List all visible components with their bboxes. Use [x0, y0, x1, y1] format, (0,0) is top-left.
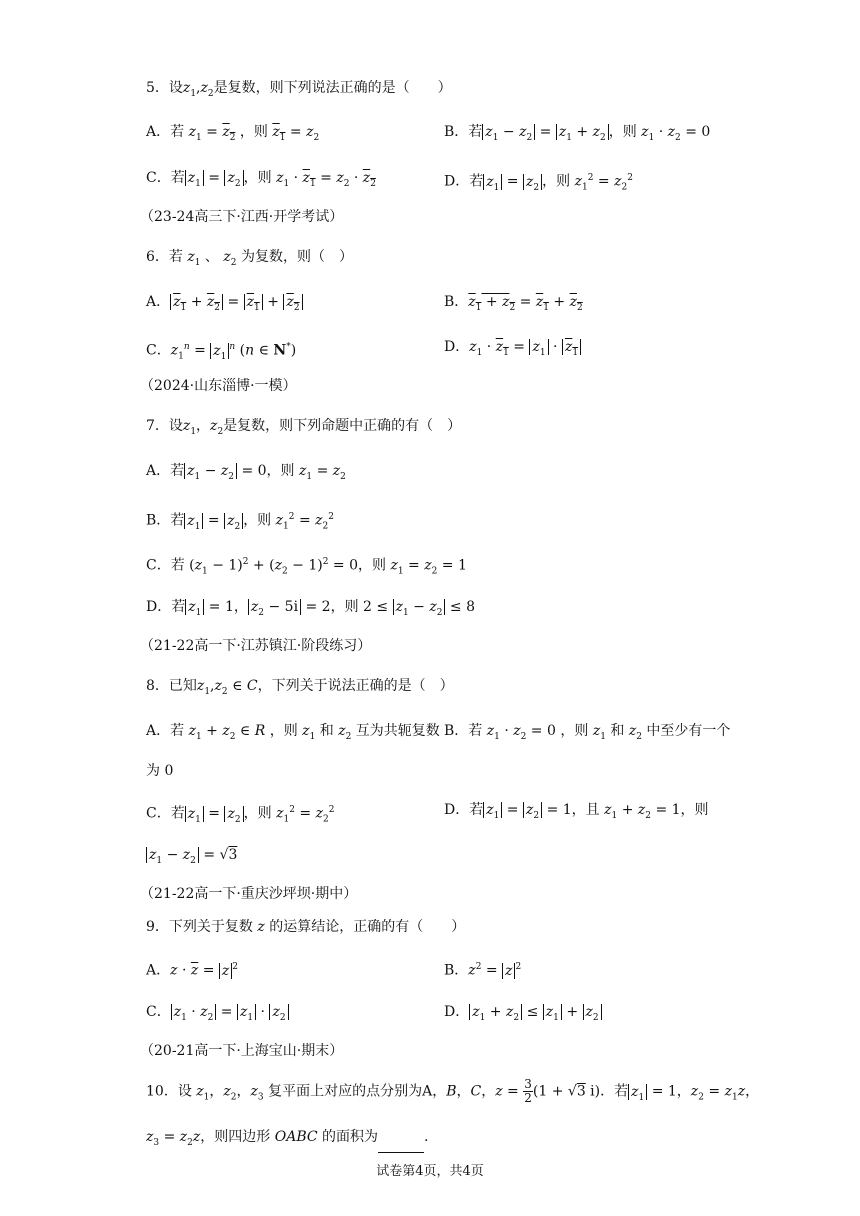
question-9-source: （21-22高一下·重庆沙坪坝·期中）: [140, 886, 358, 902]
question-9-option-b: B．$z^2 = z$ $^2$: [444, 962, 522, 979]
question-9-option-d: D． $z_1 + z_2 \le z_1 + z_2$: [444, 1002, 602, 1028]
question-8-stem: 8．已知$z_1,z_2$ ∈ C，下列关于说法正确的是（ ）: [146, 678, 454, 697]
question-5-option-a: A．若 $z_1 = z_2$ ，则 $z_1 = z_2$: [146, 124, 320, 143]
page-footer: 试卷第4页，共4页: [376, 1164, 484, 1179]
question-9-option-c: C． $z_1 \cdot z_2 = z_1 \cdot z_2$: [146, 1002, 289, 1028]
question-6-source: （23-24高三下·江西·开学考试）: [140, 209, 344, 225]
question-6-stem: 6．若 $z_1$ 、 $z_2$ 为复数，则（ ）: [146, 249, 353, 268]
question-8-option-d-cont: $z_1 - z_2 = √3$: [146, 845, 237, 871]
question-8-option-c: C．若 $z_1 = z_2$ ，则 $z_1^2 = z_2^2$: [146, 805, 335, 825]
question-10-stem-line2: $z_3 = z_2z$，则四边形 OABC 的面积为 .: [146, 1127, 429, 1153]
question-8-option-d: D．若 $z_1 = z_2 = 1$，且 $z_1 + z_2 = 1$，则: [444, 802, 709, 821]
question-5-option-d: D．若 $z_1 = z_2$ ，则 $z_1^2 = z_2^2$: [444, 173, 633, 193]
question-8-source: （21-22高一下·江苏镇江·阶段练习）: [140, 638, 372, 654]
question-6-option-c: C．$z_1^n = z_1^n$ (n ∈ N*): [146, 342, 297, 362]
question-6-option-b: B．$z_1 + z_2 = z_1 + z_2$: [444, 294, 583, 313]
question-5-option-c: C．若 $z_1 = z_2$ ，则 $z_1 \cdot z_1 = z_2 \cdot z_2$: [146, 170, 376, 189]
question-8-option-b-cont: 为 0: [146, 763, 174, 779]
question-7-option-a: A．若 $z_1 - z_2 = 0$，则 $z_1 = z_2$: [146, 463, 346, 482]
question-5-stem: 5．设$z_1,z_2$是复数，则下列说法正确的是（ ）: [146, 80, 452, 99]
question-6-option-d: D．$z_1 \cdot z_1 = z_1 \cdot z_1$: [444, 337, 581, 363]
question-7-source: （2024·山东淄博·一模）: [140, 378, 297, 394]
question-9-stem: 9．下列关于复数 z 的运算结论，正确的有（ ）: [146, 919, 466, 935]
question-10-source: （20-21高一下·上海宝山·期末）: [140, 1043, 344, 1059]
question-10-stem-line1: 10．设 $z_1$，$z_2$，$z_3$ 复平面上对应的点分别为A，B，C，z = $\frac{3}{2}$ (1 + √3 i)．若 $z_1 = 1$，$z_2 = z_1z$，: [146, 1077, 760, 1105]
question-8-option-a: A．若 $z_1 + z_2$ ∈ R ，则 $z_1$ 和 $z_2$ 互为共轭复数: [146, 723, 440, 742]
question-7-option-d: D．若 $z_1 = 1$， $z_2 - 5i = 2$，则 $2 \le z_1 - z_2 \le 8$: [146, 599, 476, 618]
question-7-option-b: B．若 $z_1 = z_2$ ，则 $z_1^2 = z_2^2$: [146, 512, 334, 532]
question-7-option-c: C．若 $(z_1 - 1)^2 + (z_2 - 1)^2 = 0$，则 $z_1 = z_2 = 1$: [146, 557, 467, 577]
question-9-option-a: A．$z \cdot \overline{z} = z$ $^2$: [146, 962, 239, 979]
question-8-option-b: B．若 $z_1 \cdot z_2 = 0$ ，则 $z_1$ 和 $z_2$ 中至少有一个: [444, 723, 731, 742]
answer-blank[interactable]: [378, 1138, 424, 1153]
question-5-option-b: B．若 $z_1 - z_2 = z_1 + z_2$ ，则 $z_1 \cdot z_2 = 0$: [444, 124, 711, 143]
question-6-option-a: A． $z_1 + z_2 = z_1 + z_2$: [146, 292, 303, 318]
question-7-stem: 7．设$z_1$，$z_2$是复数，则下列命题中正确的有（ ）: [146, 418, 462, 437]
